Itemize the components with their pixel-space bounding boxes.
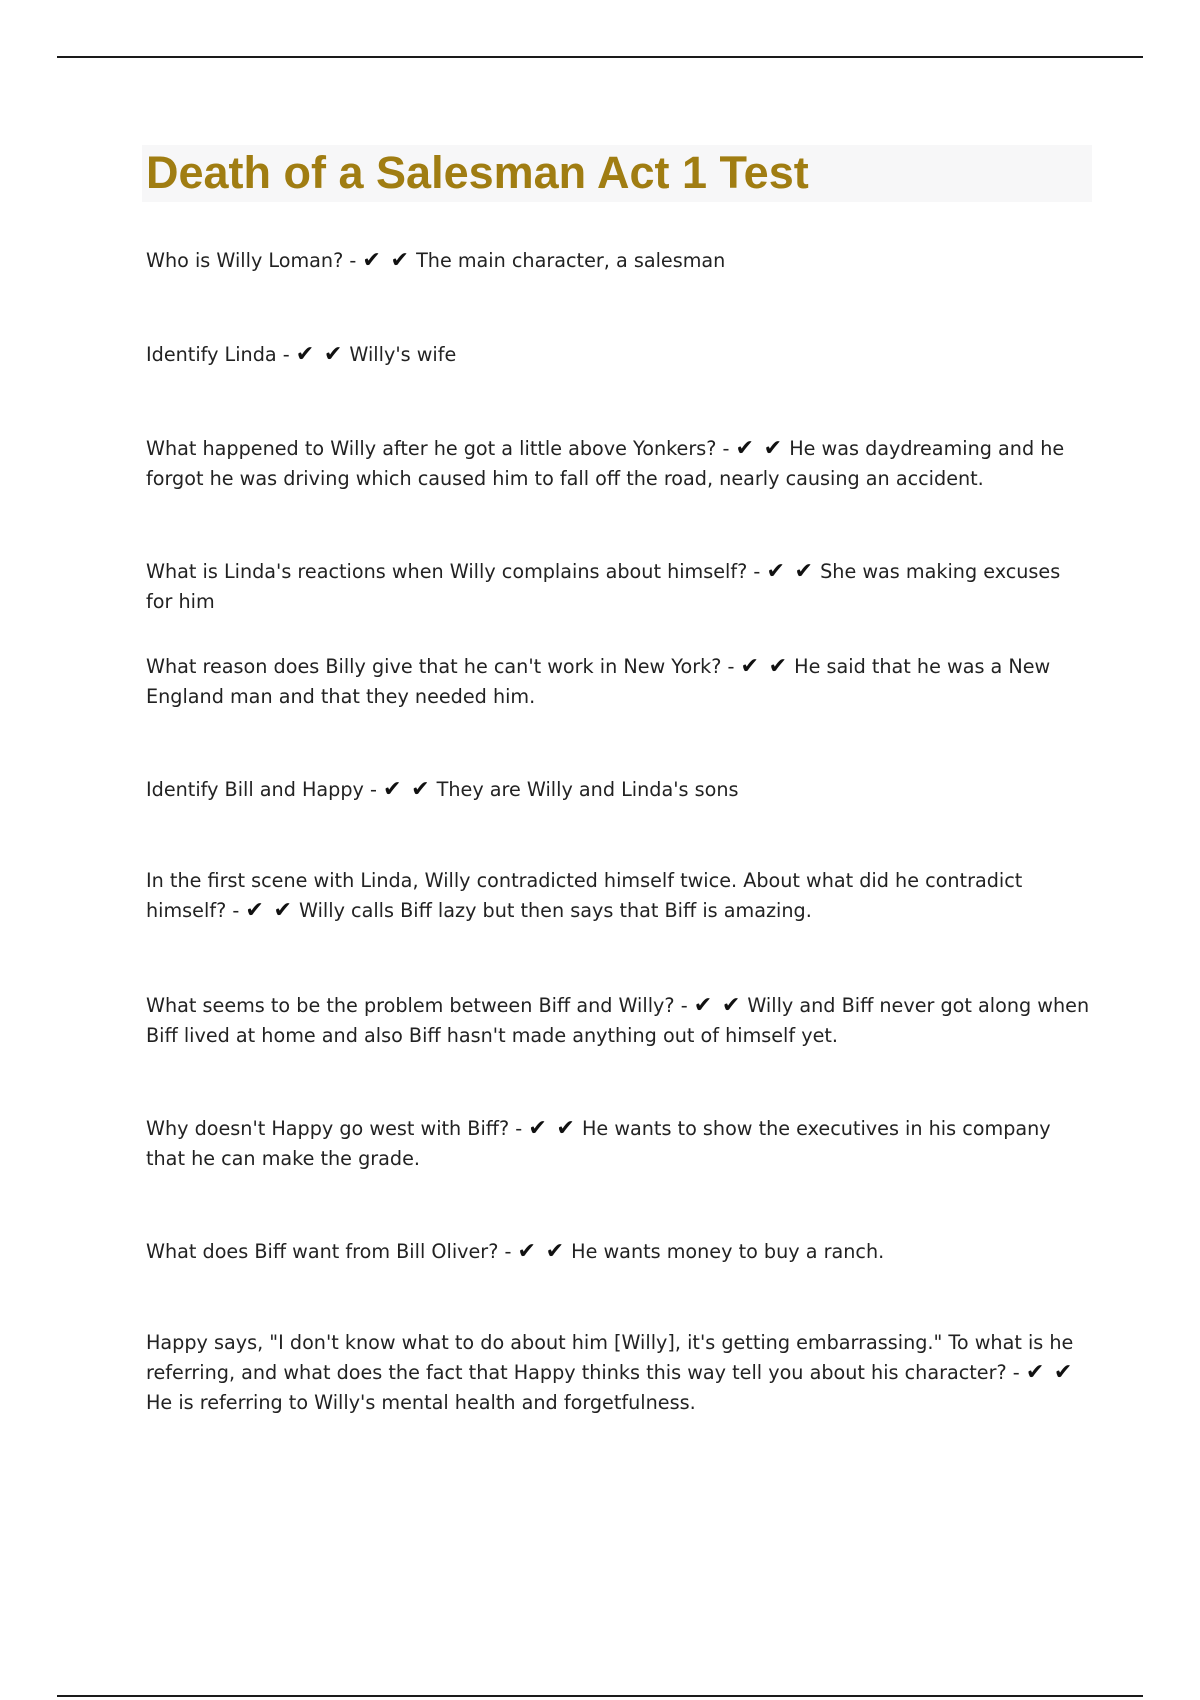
check-icon: ✔ ✔ bbox=[693, 993, 742, 1018]
answer-text: He wants money to buy a ranch. bbox=[571, 1240, 885, 1263]
qa-item bbox=[146, 652, 1091, 712]
answer-text: They are Willy and Linda's sons bbox=[436, 778, 739, 801]
answer-text: He said that he was a New England man and that they needed him. bbox=[146, 655, 1051, 708]
qa-item bbox=[146, 991, 1091, 1051]
check-icon: ✔ ✔ bbox=[517, 1239, 566, 1264]
question-text: In the first scene with Linda, Willy contradicted himself twice. About what did he contradict himself? - bbox=[146, 869, 1023, 922]
qa-item bbox=[146, 246, 1091, 276]
question-text: Happy says, "I don't know what to do about him [Willy], it's getting embarrassing." To what is he referring, and what does the fact that Happy thinks this way tell you about his character? - bbox=[146, 1331, 1074, 1384]
qa-item bbox=[146, 557, 1091, 617]
qa-item bbox=[146, 434, 1091, 494]
qa-item bbox=[146, 1237, 1091, 1267]
check-icon: ✔ ✔ bbox=[383, 777, 431, 802]
bottom-rule bbox=[57, 1695, 1143, 1697]
check-icon: ✔ ✔ bbox=[528, 1116, 576, 1141]
answer-text: Willy and Biff never got along when Biff lived at home and also Biff hasn't made anything out of himself yet. bbox=[146, 994, 1090, 1047]
qa-item bbox=[146, 1328, 1091, 1418]
answer-text: Willy's wife bbox=[349, 343, 457, 366]
check-icon: ✔ ✔ bbox=[740, 654, 789, 679]
check-icon: ✔ ✔ bbox=[766, 559, 814, 584]
check-icon: ✔ ✔ bbox=[735, 436, 784, 461]
answer-text: The main character, a salesman bbox=[416, 249, 726, 272]
top-rule bbox=[57, 56, 1143, 58]
question-text: What happened to Willy after he got a little above Yonkers? - bbox=[146, 437, 730, 460]
question-text: What does Biff want from Bill Oliver? - bbox=[146, 1240, 512, 1263]
answer-text: Willy calls Biff lazy but then says that Biff is amazing. bbox=[299, 899, 812, 922]
answer-text: She was making excuses for him bbox=[146, 560, 1061, 613]
qa-item bbox=[146, 866, 1091, 926]
qa-item bbox=[146, 340, 1091, 370]
check-icon: ✔ ✔ bbox=[245, 898, 293, 923]
question-text: What is Linda's reactions when Willy complains about himself? - bbox=[146, 560, 761, 583]
qa-item bbox=[146, 775, 1091, 805]
document-title: Death of a Salesman Act 1 Test bbox=[146, 147, 809, 198]
question-text: Identify Bill and Happy - bbox=[146, 778, 377, 801]
check-icon: ✔ ✔ bbox=[1025, 1360, 1074, 1385]
question-text: What reason does Billy give that he can't work in New York? - bbox=[146, 655, 735, 678]
question-text: Why doesn't Happy go west with Biff? - bbox=[146, 1117, 523, 1140]
answer-text: He was daydreaming and he forgot he was driving which caused him to fall off the road, nearly causing an accident. bbox=[146, 437, 1065, 490]
question-text: Who is Willy Loman? - bbox=[146, 249, 357, 272]
check-icon: ✔ ✔ bbox=[295, 342, 344, 367]
question-text: Identify Linda - bbox=[146, 343, 290, 366]
check-icon: ✔ ✔ bbox=[362, 248, 410, 273]
question-text: What seems to be the problem between Biff and Willy? - bbox=[146, 994, 688, 1017]
answer-text: He is referring to Willy's mental health and forgetfulness. bbox=[146, 1391, 696, 1414]
answer-text: He wants to show the executives in his company that he can make the grade. bbox=[146, 1117, 1051, 1170]
qa-item bbox=[146, 1114, 1091, 1174]
